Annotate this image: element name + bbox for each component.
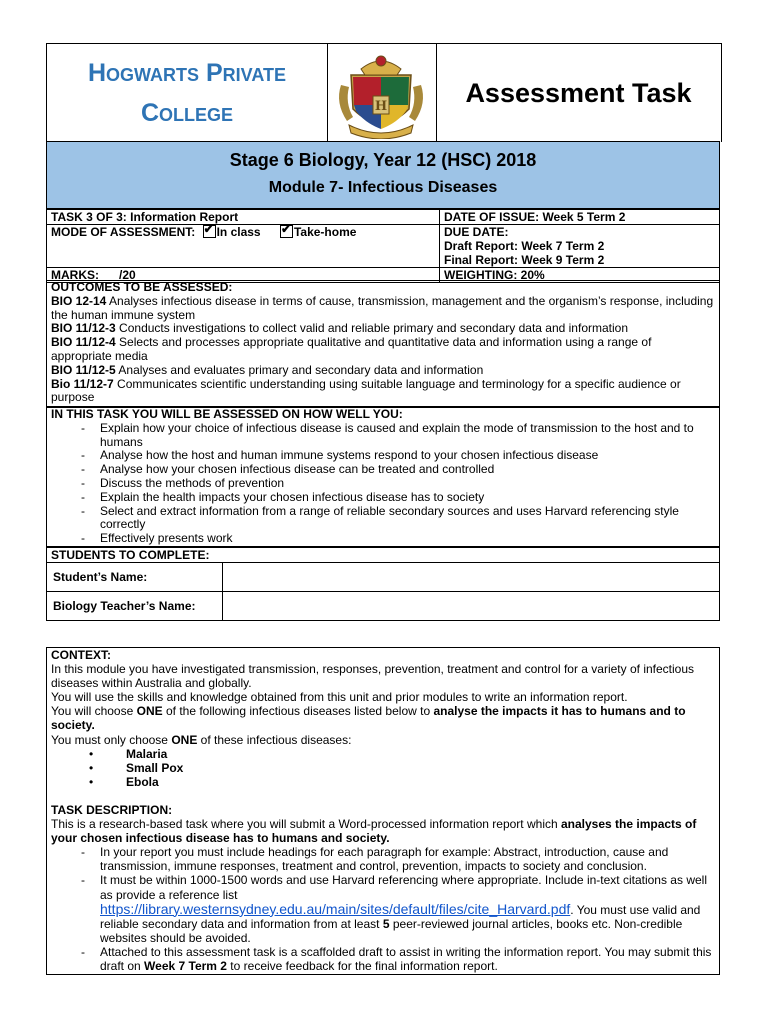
student-name-label: Student’s Name: <box>47 563 223 592</box>
course-stage: Stage 6 Biology, Year 12 (HSC) 2018 <box>229 150 537 170</box>
school-crest-logo <box>331 47 431 139</box>
disease-item: • Small Pox <box>51 761 715 775</box>
description-item: - It must be within 1000-1500 words and use Harvard referencing where appropriate. Include in-text citations as well as provide a reference list https://library.westernsydney.edu.au/main/sites/default/files/cite_Harvard.pdf. You must use valid and reliable secondary data and information from at least 5 peer-reviewed journal articles, books etc. Non-credible websites should be avoided. <box>51 873 715 944</box>
task-number: TASK 3 OF 3: Information Report <box>47 210 440 225</box>
take-home-label: Take-home <box>293 225 357 239</box>
mode-of-assessment <box>47 225 440 268</box>
criteria-item: - Analyse how your chosen infectious disease can be treated and controlled <box>51 463 715 477</box>
course-band <box>46 141 720 209</box>
harvard-reference-link[interactable]: https://library.westernsydney.edu.au/main/sites/default/files/cite_Harvard.pdf <box>100 900 571 917</box>
crest-cell <box>327 44 437 142</box>
criteria-item: - Effectively presents work <box>51 532 715 546</box>
due-date-label: DUE DATE: <box>444 225 509 239</box>
header <box>46 43 722 142</box>
criteria-section <box>46 407 720 547</box>
school-name-line2: College <box>140 99 234 127</box>
in-class-label: In class <box>216 225 261 239</box>
take-home-checkbox[interactable] <box>280 225 293 238</box>
outcome-item: BIO 11/12-3 Conducts investigations to collect valid and reliable primary and secondary data and information <box>51 321 629 336</box>
disease-item: • Ebola <box>51 775 715 789</box>
outcome-item: BIO 11/12-5 Analyses and evaluates primary and secondary data and information <box>51 362 484 377</box>
task-info-table <box>46 209 720 283</box>
student-name-field[interactable] <box>223 563 720 592</box>
description-item: - Attached to this assessment task is a scaffolded draft to assist in writing the information report. You may submit this draft on Week 7 Term 2 to receive feedback for the final information report. <box>51 945 715 973</box>
criteria-item: - Select and extract information from a range of reliable secondary sources and uses Harvard referencing style correctly <box>51 505 715 533</box>
date-of-issue: DATE OF ISSUE: Week 5 Term 2 <box>440 210 720 225</box>
marks: MARKS: /20 <box>47 268 440 283</box>
disease-item: • Malaria <box>51 747 715 761</box>
teacher-name-label: Biology Teacher’s Name: <box>47 592 223 621</box>
criteria-heading: IN THIS TASK YOU WILL BE ASSESSED ON HOW WELL YOU: <box>51 407 403 421</box>
school-name-line1: Hogwarts Private <box>87 59 286 87</box>
mode-label: MODE OF ASSESSMENT: <box>51 225 196 239</box>
context-section <box>46 647 720 975</box>
outcome-item: Bio 11/12-7 Communicates scientific understanding using suitable language and terminology for a specific audience or purpose <box>51 376 681 405</box>
students-heading: STUDENTS TO COMPLETE: <box>47 548 720 563</box>
criteria-item: - Analyse how the host and human immune systems respond to your chosen infectious disease <box>51 449 715 463</box>
context-paragraph: You will use the skills and knowledge obtained from this unit and prior modules to write an information report. <box>51 690 628 705</box>
school-name <box>47 44 327 142</box>
outcome-item: BIO 12-14 Analyses infectious disease in terms of cause, transmission, management and the organism’s response, including the human immune system <box>51 293 714 322</box>
context-paragraph: You must only choose ONE of these infectious diseases: <box>51 732 352 747</box>
context-heading: CONTEXT: <box>51 648 111 662</box>
final-due: Final Report: Week 9 Term 2 <box>444 253 605 267</box>
page-title: Assessment Task <box>465 77 692 108</box>
teacher-name-field[interactable] <box>223 592 720 621</box>
weighting: WEIGHTING: 20% <box>440 268 720 283</box>
context-paragraph: In this module you have investigated transmission, responses, prevention, treatment and control for a variety of infectious diseases within Australia and globally. <box>51 662 695 691</box>
task-description-heading: TASK DESCRIPTION: <box>51 802 173 817</box>
outcome-item: BIO 11/12-4 Selects and processes appropriate qualitative and quantitative data and information using a range of appropriate media <box>51 335 652 363</box>
context-paragraph: You will choose ONE of the following infectious diseases listed below to analyse the impacts it has to humans and to society. <box>51 704 686 733</box>
in-class-checkbox[interactable] <box>203 225 216 238</box>
outcomes-section <box>46 280 720 407</box>
criteria-item: - Discuss the methods of prevention <box>51 477 715 491</box>
draft-due: Draft Report: Week 7 Term 2 <box>444 239 605 253</box>
course-module: Module 7- Infectious Diseases <box>268 179 498 196</box>
task-description: This is a research-based task where you will submit a Word-processed information report which analyses the impacts of your chosen infectious disease has to humans and society. <box>51 817 697 846</box>
outcomes-heading: OUTCOMES TO BE ASSESSED: <box>51 280 233 294</box>
criteria-item: - Explain the health impacts your chosen infectious disease has to society <box>51 491 715 505</box>
students-table <box>46 547 720 621</box>
due-date <box>440 225 720 268</box>
criteria-item: - Explain how your choice of infectious disease is caused and explain the mode of transmission to the host and to humans <box>51 422 715 450</box>
crest-letter: H <box>374 99 388 114</box>
description-item: - In your report you must include headings for each paragraph for example: Abstract, introduction, cause and transmission, immune responses, treatment and control, prevention, impacts to society and conclusion. <box>51 845 715 873</box>
